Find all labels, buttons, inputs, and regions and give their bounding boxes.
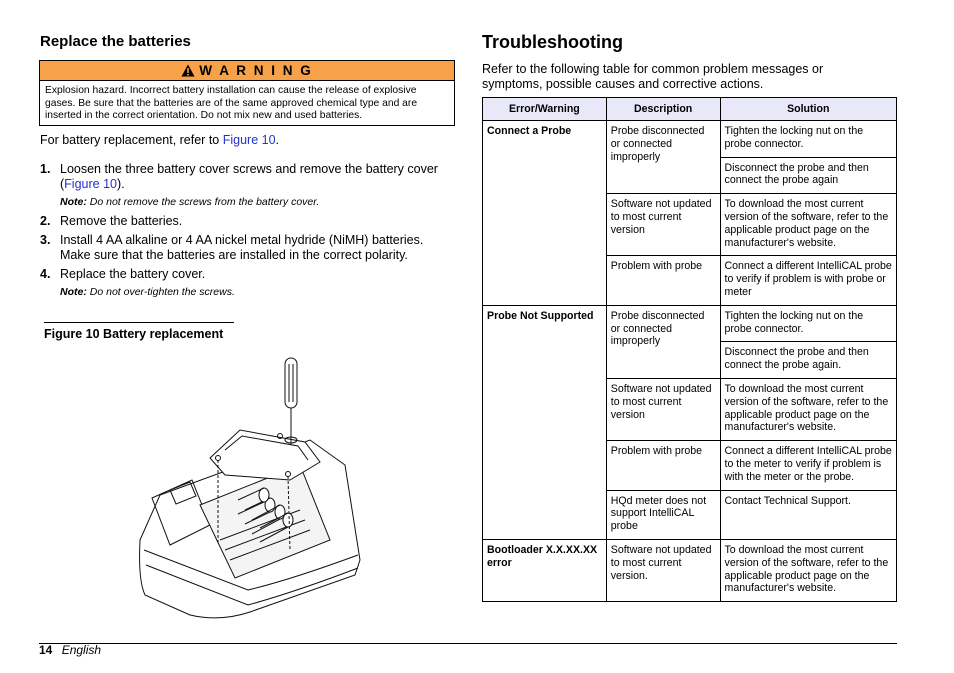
note-text: Do not over-tighten the screws. (89, 286, 235, 298)
step-number: 1. (40, 162, 51, 176)
note-text: Do not remove the screws from the battery cover. (89, 196, 320, 208)
description-cell: Problem with probe (606, 256, 720, 305)
note-1 (60, 196, 319, 208)
step-number: 4. (40, 267, 51, 281)
section-title-troubleshooting: Troubleshooting (482, 32, 623, 52)
page-number: 14 (39, 643, 53, 657)
error-cell: Connect a Probe (483, 121, 607, 306)
warning-box (39, 60, 455, 126)
troubleshooting-intro: Refer to the following table for common problem messages or symptoms, possible causes and corrective actions. (482, 62, 824, 91)
step-text: Loosen the three battery cover screws and remove the battery cover ( (60, 162, 438, 191)
footer-language: English (61, 643, 102, 657)
warning-triangle-icon (181, 64, 195, 77)
description-cell: Probe disconnected or connected improperly (606, 121, 720, 194)
description-cell: HQd meter does not support IntelliCAL probe (606, 490, 720, 539)
footer-divider (39, 643, 897, 644)
column-header-solution: Solution (720, 98, 896, 121)
solution-cell: Tighten the locking nut on the probe connector. (720, 305, 896, 342)
solution-cell: Contact Technical Support. (720, 490, 896, 539)
step-text: Install 4 AA alkaline or 4 AA nickel metal hydride (NiMH) batteries. Make sure that the batteries are installed in the correct polarity. (60, 233, 424, 262)
step-2 (40, 214, 455, 229)
battery-intro: For battery replacement, refer to Figure 10. (40, 133, 280, 147)
description-cell: Probe disconnected or connected improperly (606, 305, 720, 378)
error-cell: Probe Not Supported (483, 305, 607, 539)
figure-caption: Figure 10 Battery replacement (44, 322, 234, 341)
section-title-replace-batteries: Replace the batteries (40, 33, 191, 50)
warning-label: W A R N I N G (199, 63, 313, 78)
step-1 (40, 162, 455, 192)
error-cell: Bootloader X.X.XX.XX error (483, 539, 607, 601)
description-cell: Software not updated to most current version. (606, 539, 720, 601)
table-row (483, 305, 897, 342)
solution-cell: Disconnect the probe and then connect the probe again. (720, 342, 896, 379)
solution-cell: Connect a different IntelliCAL probe to the meter to verify if problem is with the meter or the probe. (720, 441, 896, 490)
step-text-after: ). (116, 177, 125, 191)
note-label: Note: (60, 196, 87, 208)
troubleshooting-table (482, 97, 897, 602)
page-footer (39, 643, 101, 657)
warning-header (40, 61, 454, 81)
solution-cell: To download the most current version of the software, refer to the applicable product page on the manufacturer's website. (720, 378, 896, 440)
step-number: 3. (40, 233, 51, 247)
solution-cell: To download the most current version of the software, refer to the applicable product page on the manufacturer's website. (720, 539, 896, 601)
note-2 (60, 286, 235, 298)
solution-cell: Tighten the locking nut on the probe connector. (720, 121, 896, 158)
step-3 (40, 233, 455, 263)
solution-cell: To download the most current version of the software, refer to the applicable product page on the manufacturer's website. (720, 194, 896, 256)
step-number: 2. (40, 214, 51, 228)
table-row (483, 121, 897, 158)
description-cell: Software not updated to most current version (606, 194, 720, 256)
figure-10-link[interactable]: Figure 10 (222, 133, 276, 147)
solution-cell: Disconnect the probe and then connect the probe again (720, 157, 896, 194)
column-header-error: Error/Warning (483, 98, 607, 121)
description-cell: Problem with probe (606, 441, 720, 490)
table-header-row (483, 98, 897, 121)
figure-10-link[interactable]: Figure 10 (64, 177, 117, 191)
step-text: Replace the battery cover. (60, 267, 206, 281)
column-header-description: Description (606, 98, 720, 121)
solution-cell: Connect a different IntelliCAL probe to verify if problem is with probe or meter (720, 256, 896, 305)
step-4 (40, 267, 455, 282)
battery-replacement-illustration (130, 350, 370, 630)
battery-intro-text: For battery replacement, refer to (40, 133, 220, 147)
step-text: Remove the batteries. (60, 214, 183, 228)
warning-text: Explosion hazard. Incorrect battery installation can cause the release of explosive gases. Be sure that the batteries are of the same approved chemical type and are inserted in the correct orientation. Do not mix new and used batteries. (45, 85, 418, 121)
description-cell: Software not updated to most current version (606, 378, 720, 440)
note-label: Note: (60, 286, 87, 298)
table-row (483, 539, 897, 601)
